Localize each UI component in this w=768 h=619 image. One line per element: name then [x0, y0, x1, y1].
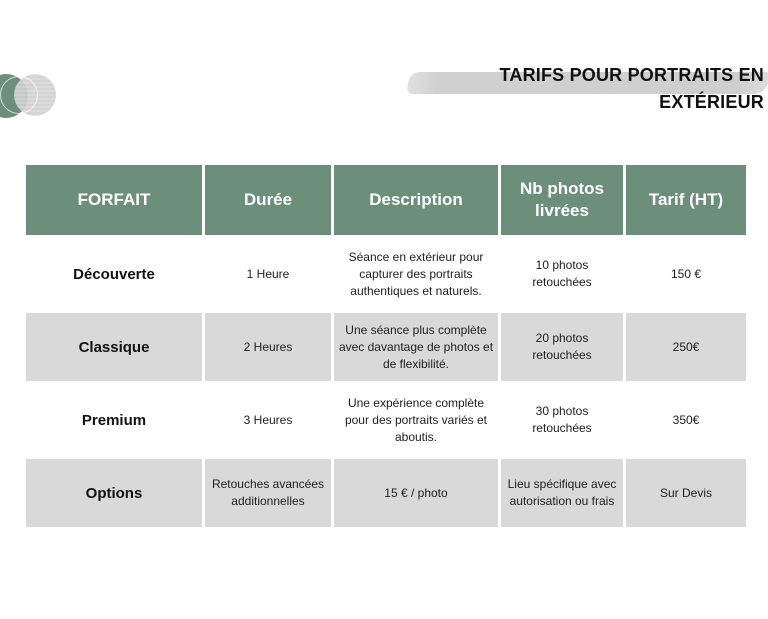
- table-cell-description: Séance en extérieur pour capturer des portraits authentiques et naturels.: [348, 249, 484, 298]
- decorative-outline-circle: [0, 76, 38, 114]
- table-cell-nb-photos: 20 photos retouchées: [501, 313, 623, 381]
- table-cell-nb-photos: 10 photos retouchées: [532, 258, 592, 289]
- table-cell-description: Une séance plus complète avec davantage de photos et de flexibilité.: [334, 313, 498, 381]
- table-cell-duree: 3 Heures: [243, 412, 293, 427]
- table-cell-tarif: 150 €: [670, 266, 702, 281]
- pricing-table: [26, 165, 740, 527]
- table-cell-forfait: Options: [26, 459, 202, 527]
- header-description: Description: [334, 165, 498, 235]
- table-cell-duree: 2 Heures: [205, 313, 331, 381]
- header-nb-photos: Nb photos livrées: [501, 165, 623, 235]
- table-cell-tarif: 250€: [626, 313, 746, 381]
- table-cell-forfait: Découverte: [73, 265, 155, 283]
- header-tarif: Tarif (HT): [626, 165, 746, 235]
- table-cell-description: 15 € / photo: [334, 459, 498, 527]
- page-title: TARIFS POUR PORTRAITS EN EXTÉRIEUR: [499, 65, 764, 112]
- table-cell-duree: Retouches avancées additionnelles: [205, 459, 331, 527]
- table-cell-nb-photos: Lieu spécifique avec autorisation ou frais: [501, 459, 623, 527]
- table-cell-tarif: 350€: [672, 412, 700, 427]
- header-duree: Durée: [205, 165, 331, 235]
- table-cell-description: Une expérience complète pour des portraits variés et aboutis.: [344, 395, 488, 444]
- header-forfait: FORFAIT: [26, 165, 202, 235]
- table-cell-tarif: Sur Devis: [626, 459, 746, 527]
- table-cell-forfait: Premium: [81, 411, 147, 429]
- table-cell-forfait: Classique: [26, 313, 202, 381]
- table-cell-duree: 1 Heure: [246, 266, 290, 281]
- table-cell-nb-photos: 30 photos retouchées: [532, 404, 592, 435]
